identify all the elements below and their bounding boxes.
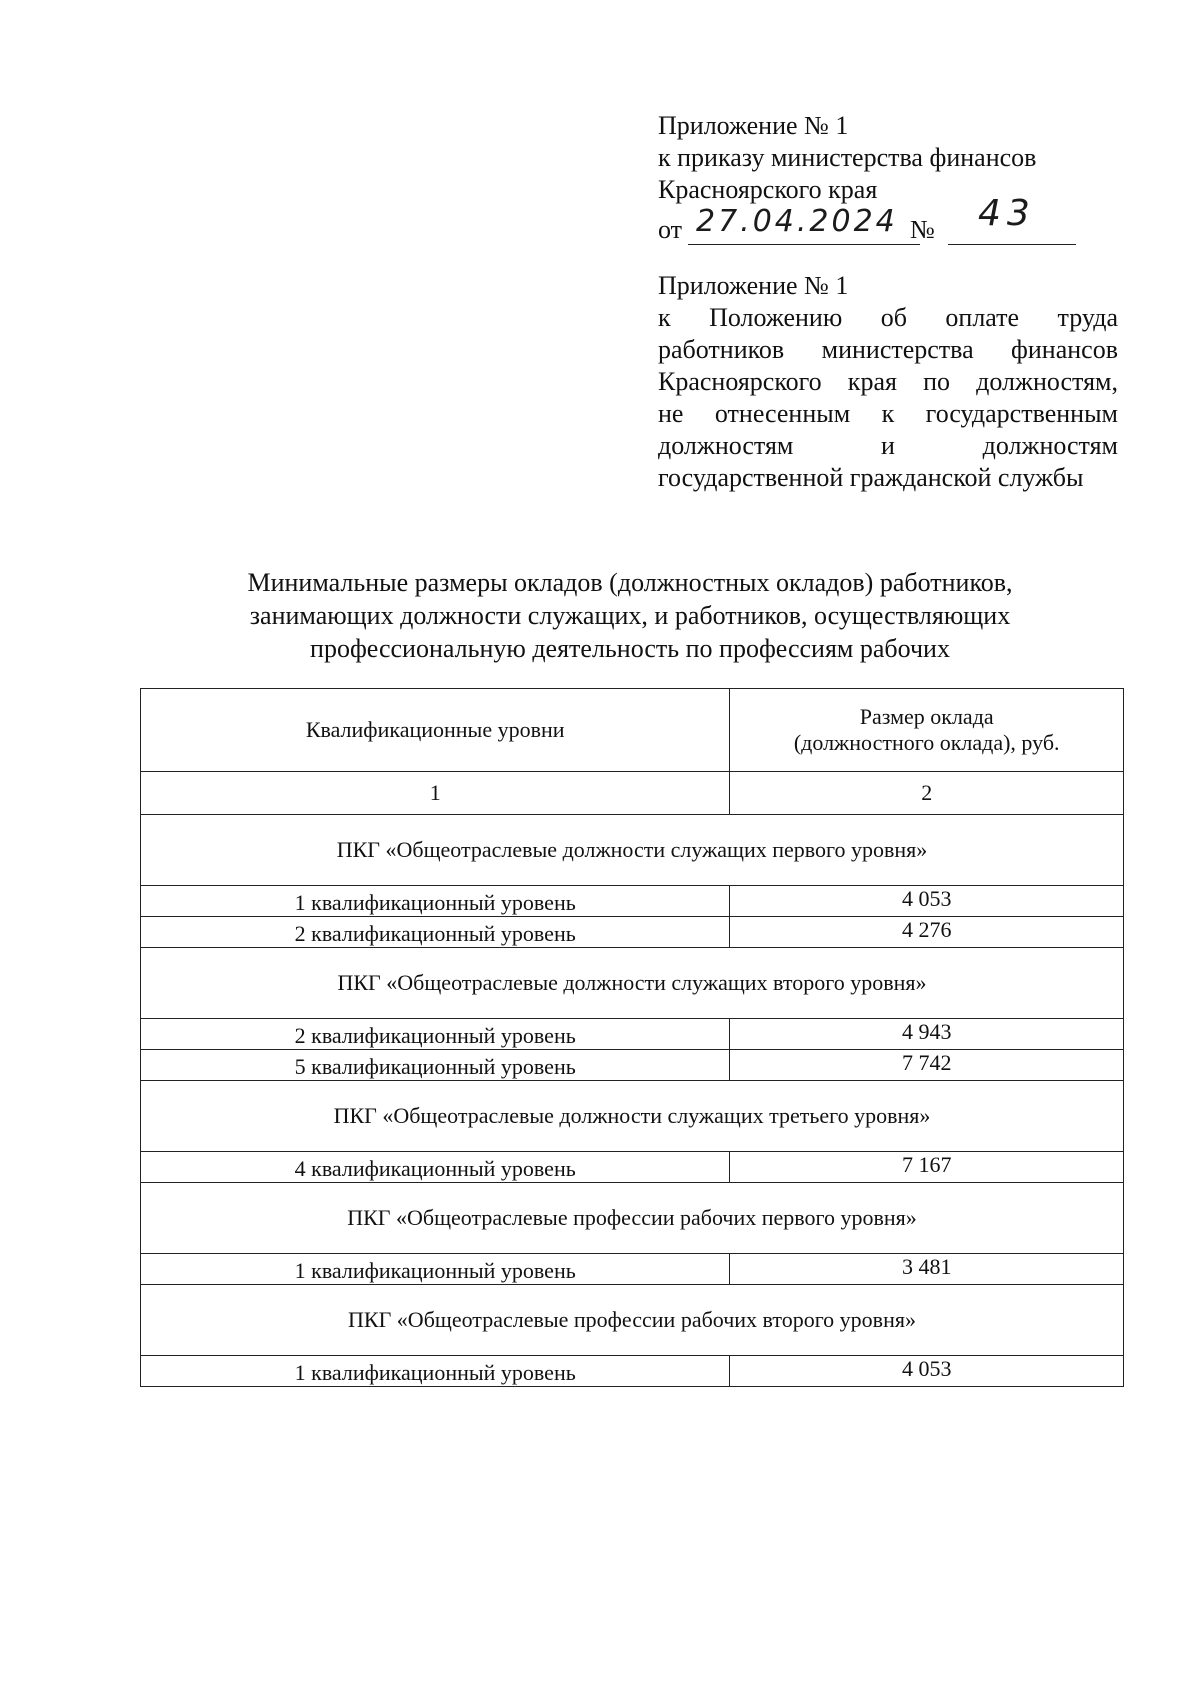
- table-group-row: [141, 815, 1124, 886]
- handwritten-number: 43: [978, 193, 1036, 234]
- document-title-line: Минимальные размеры окладов (должностных окладов) работников,: [247, 568, 1013, 597]
- salary-cell: 7 167: [730, 1152, 1124, 1183]
- column-index-1: 1: [141, 772, 730, 815]
- annex-regulation-reference: [658, 270, 1118, 494]
- annex-second-line: Красноярского края по должностям,: [658, 367, 1118, 396]
- annex-second-line: не отнесенным к государственным: [658, 399, 1118, 428]
- group-name: ПКГ «Общеотраслевые должности служащих второго уровня»: [141, 948, 1124, 1019]
- group-name: ПКГ «Общеотраслевые профессии рабочих второго уровня»: [141, 1285, 1124, 1356]
- table-index-row: [141, 772, 1124, 815]
- table-row: [141, 917, 1124, 948]
- qualification-level-cell: 1 квалификационный уровень: [141, 886, 730, 917]
- table-header-row: [141, 689, 1124, 772]
- annex-top-line-2: к приказу министерства финансов: [658, 143, 1037, 172]
- annex-second-line: должностям и должностям: [658, 431, 1118, 460]
- qualification-level-cell: 1 квалификационный уровень: [141, 1356, 730, 1387]
- document-title-line: занимающих должности служащих, и работников, осуществляющих: [249, 601, 1011, 630]
- document-title-line: профессиональную деятельность по профессиям рабочих: [310, 634, 950, 663]
- table-row: [141, 1019, 1124, 1050]
- salary-cell: 4 053: [730, 1356, 1124, 1387]
- salary-cell: 4 053: [730, 886, 1124, 917]
- table-row: [141, 1254, 1124, 1285]
- header-salary-line-2: (должностного оклада), руб.: [793, 730, 1060, 755]
- salary-cell: 4 943: [730, 1019, 1124, 1050]
- from-label: от: [658, 215, 683, 244]
- group-name: ПКГ «Общеотраслевые должности служащих первого уровня»: [141, 815, 1124, 886]
- order-number-field: [948, 193, 1076, 245]
- qualification-level-cell: 2 квалификационный уровень: [141, 1019, 730, 1050]
- table-row: [141, 886, 1124, 917]
- annex-order-reference: [658, 110, 1128, 246]
- document-title: [130, 566, 1130, 665]
- order-date-field: [688, 204, 920, 245]
- annex-top-line-3: Красноярского края: [658, 175, 878, 204]
- table-group-row: [141, 1285, 1124, 1356]
- salary-cell: 7 742: [730, 1050, 1124, 1081]
- order-date-number-line: [658, 193, 1128, 246]
- salary-cell: 4 276: [730, 917, 1124, 948]
- qualification-level-cell: 2 квалификационный уровень: [141, 917, 730, 948]
- annex-second-line: к Положению об оплате труда: [658, 303, 1118, 332]
- salary-table: [140, 688, 1124, 1387]
- annex-top-title: Приложение № 1: [658, 111, 849, 140]
- header-qualification-levels: Квалификационные уровни: [141, 689, 730, 772]
- annex-second-title: Приложение № 1: [658, 271, 849, 300]
- number-label: №: [910, 215, 935, 244]
- group-name: ПКГ «Общеотраслевые профессии рабочих первого уровня»: [141, 1183, 1124, 1254]
- qualification-level-cell: 1 квалификационный уровень: [141, 1254, 730, 1285]
- table-group-row: [141, 1183, 1124, 1254]
- table-row: [141, 1050, 1124, 1081]
- group-name: ПКГ «Общеотраслевые должности служащих третьего уровня»: [141, 1081, 1124, 1152]
- table-group-row: [141, 1081, 1124, 1152]
- table-group-row: [141, 948, 1124, 1019]
- column-index-2: 2: [730, 772, 1124, 815]
- salary-cell: 3 481: [730, 1254, 1124, 1285]
- handwritten-date: 27.04.2024: [696, 204, 898, 239]
- qualification-level-cell: 5 квалификационный уровень: [141, 1050, 730, 1081]
- annex-second-line: государственной гражданской службы: [658, 463, 1084, 492]
- table-row: [141, 1152, 1124, 1183]
- annex-second-line: работников министерства финансов: [658, 335, 1118, 364]
- qualification-level-cell: 4 квалификационный уровень: [141, 1152, 730, 1183]
- header-salary-line-1: Размер оклада: [859, 704, 994, 729]
- table-row: [141, 1356, 1124, 1387]
- annex-second-body: [658, 302, 1118, 494]
- header-salary: [730, 689, 1124, 772]
